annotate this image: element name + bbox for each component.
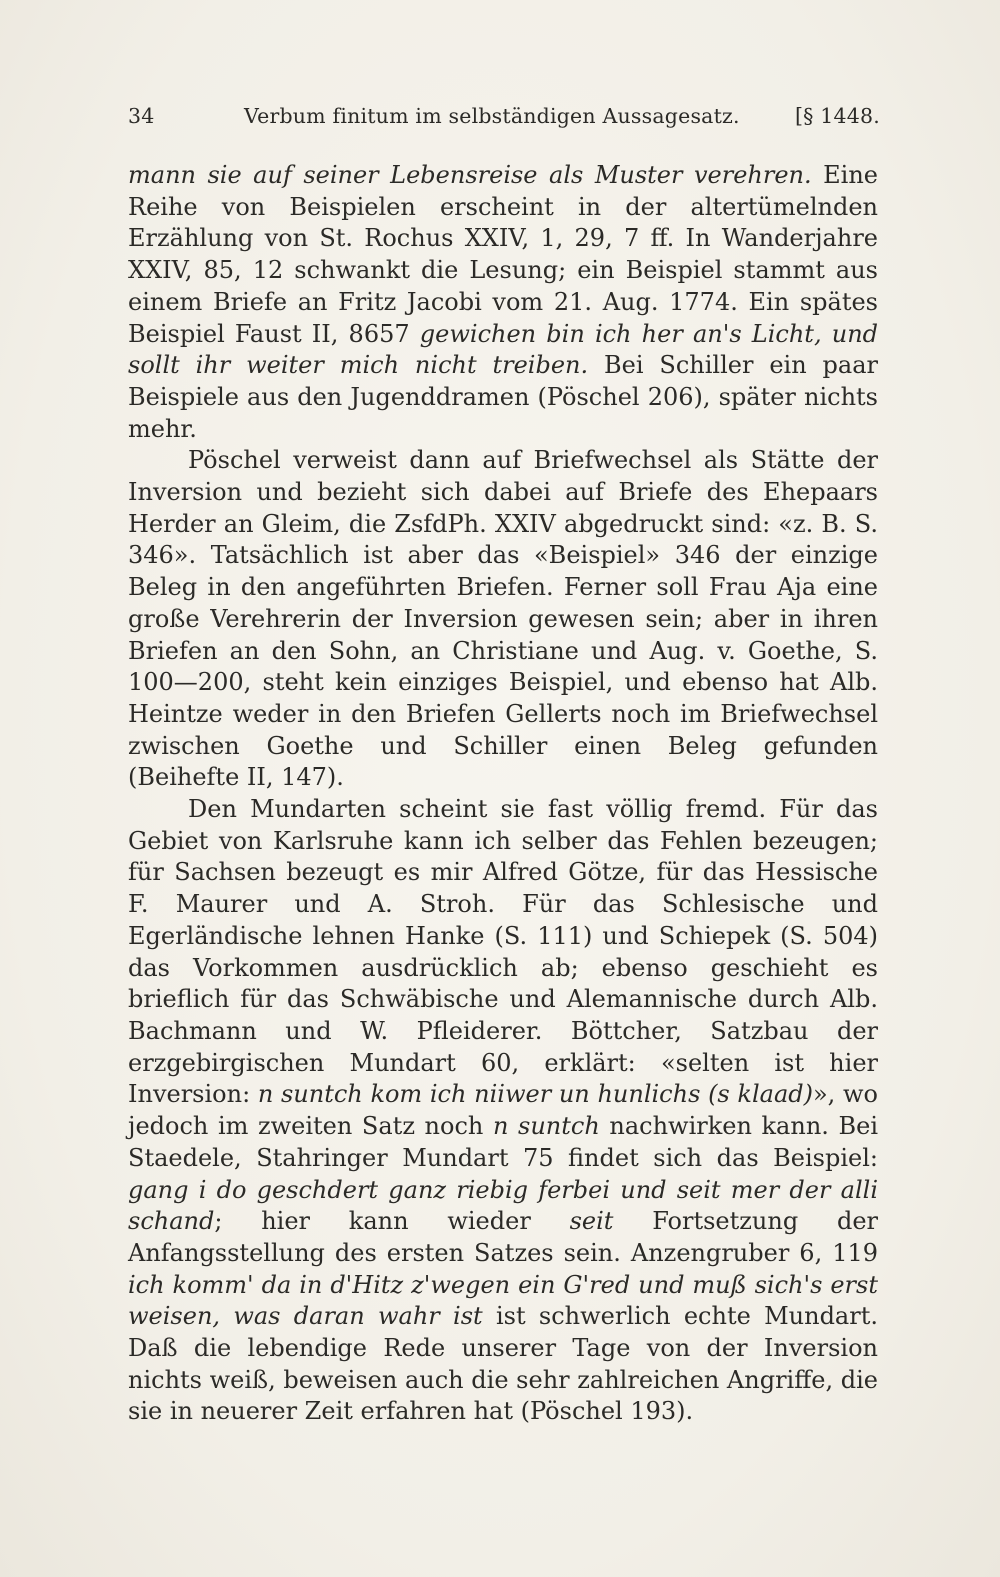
paragraph-text: Den Mundarten scheint sie fast völlig fremd. Für das Gebiet von Karlsruhe kann ich selber das Fehlen bezeugen; für Sachsen bezeugt es mir Alfred Götze, für das Hessische F. Maurer und A. Stroh. Für das Schlesische und Egerländische lehnen Hanke (S. 111) und Schiepek (S. 504) das Vorkommen ausdrücklich ab; ebenso geschieht es brieflich für das Schwäbische und Alemannische durch Alb. Bachmann und W. Pfleiderer. Böttcher, Satzbau der erzgebirgischen Mundart 60, erklärt: «selten ist hier Inversion: [128,795,878,1109]
running-head: Verbum finitum im selbständigen Aussagesatz. [244,104,740,128]
italic-quote: ich komm' da in d'Hitz z'wegen ein G'red und muß sich's erst weisen, was daran wahr ist [128,1270,878,1331]
section-reference: [§ 1448. [794,104,880,128]
italic-quote: seit [569,1207,614,1236]
italic-quote: n suntch [492,1112,600,1141]
page-number: 34 [128,104,155,128]
paragraph-text: Eine Reihe von Beispielen erscheint in der altertümelnden Erzählung von St. Rochus XXIV, 1, 29, 7 ff. In Wanderjahre XXIV, 85, 12 schwankt die Lesung; ein Beispiel stammt aus einem Briefe an Fritz Jacobi vom 21. Aug. 1774. Ein spätes Beispiel Faust II, 8657 [128,161,879,348]
italic-quote: gewichen bin ich her an's Licht, und sollt ihr weiter mich nicht treiben. [128,319,879,380]
paragraph-text: Bei Schiller ein paar Beispiele aus den Jugenddramen (Pöschel 206), später nichts mehr. [128,351,878,443]
italic-quote: gang i do geschdert ganz riebig ferbei und seit mer der alli schand [128,1175,878,1236]
paragraph-text: », wo jedoch im zweiten Satz noch [128,1080,878,1141]
italic-quote: mann sie auf seiner Lebensreise als Muster verehren. [128,161,812,189]
paragraph-3 [128,794,878,1428]
paragraph-text: Pöschel verweist dann auf Briefwechsel als Stätte der Inversion und bezieht sich dabei auf Briefe des Ehepaars Herder an Gleim, die ZsfdPh. XXIV abgedruckt sind: «z. B. S. 346». Tatsächlich ist aber das «Beispiel» 346 der einzige Beleg in den angeführten Briefen. Ferner soll Frau Aja eine große Verehrerin der Inversion gewesen sein; aber in ihren Briefen an den Sohn, an Christiane und Aug. v. Goethe, S. 100—200, steht kein einziges Beispiel, und ebenso hat Alb. Heintze weder in den Briefen Gellerts noch im Briefwechsel zwischen Goethe und Schiller einen Beleg gefunden (Beihefte II, 147). [128,446,878,792]
paragraph-1 [128,160,878,445]
italic-quote: n suntch kom ich niiwer un hunlichs (s klaad) [257,1080,813,1109]
paragraph-text: nachwirken kann. Bei Staedele, Stahringer Mundart 75 findet sich das Beispiel: [128,1112,879,1172]
page-header [126,103,880,129]
paragraph-text: ist schwerlich echte Mundart. Daß die lebendige Rede unserer Tage von der Inversion nichts weiß, beweisen auch die sehr zahlreichen Angriffe, die sie in neuerer Zeit erfahren hat (Pöschel 193). [128,1302,878,1426]
paragraph-text: ; hier kann wieder [214,1207,570,1236]
paragraph-text: Fortsetzung der Anfangsstellung des ersten Satzes sein. Anzengruber 6, 119 [128,1207,879,1267]
paragraph-2 [128,445,878,794]
body-text [128,160,878,1428]
